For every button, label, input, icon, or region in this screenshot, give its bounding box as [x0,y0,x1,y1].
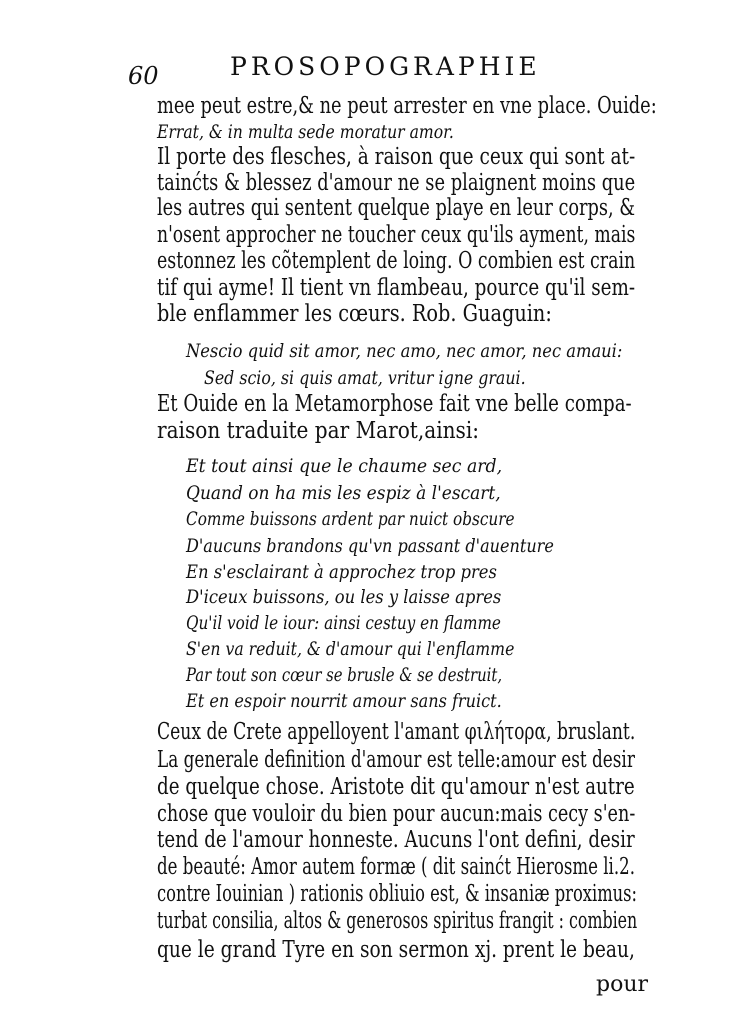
text-line: chose que vouloir du bien pour aucun:mais cecy s'en- [157,801,636,827]
text-line: n'osent approcher ne toucher ceux qu'ils ayment, mais [157,222,636,248]
text-line: tainćts & blessez d'amour ne se plaignent moins que [157,170,636,196]
text-line: ble enflammer les cœurs. Rob. Guaguin: [157,301,552,327]
text-line: Il porte des flesches, à raison que ceux qui sont at- [157,144,636,170]
running-head: PROSOPOGRAPHIE [230,52,541,81]
text-line: Par tout son cœur se brusle & se destruit, [186,664,503,686]
text-line: mee peut estre,& ne peut arrester en vne place. Ouide: [157,93,657,119]
text-line: Quand on ha mis les espiz à l'escart, [186,482,501,504]
text-line: Qu'il void le iour: ainsi cestuy en flamme [186,612,501,634]
text-line: D'aucuns brandons qu'vn passant d'auenture [186,535,554,557]
text-line: La generale definition d'amour est telle:amour est desir [157,747,635,773]
text-line: En s'esclairant à approchez trop pres [186,561,497,583]
text-line: Nescio quid sit amor, nec amo, nec amor, nec amaui: [186,340,623,362]
text-line: les autres qui sentent quelque playe en leur corps, & [157,195,636,221]
page-header [128,52,688,92]
text-line: de quelque chose. Aristote dit qu'amour n'est autre [157,774,635,800]
text-line: Et tout ainsi que le chaume sec ard, [186,455,503,477]
text-line: Sed scio, si quis amat, vritur igne graui. [204,367,526,389]
text-line: S'en va reduit, & d'amour qui l'enflamme [186,638,515,660]
text-line: D'iceux buissons, ou les y laisse apres [186,586,502,608]
text-line: tend de l'amour honneste. Aucuns l'ont defini, desir [157,827,635,853]
text-line: contre Iouinian ) rationis obliuio est, & insaniæ proximus: [157,881,638,907]
text-line: Ceux de Crete appelloyent l'amant φιλήτορα, bruslant. [157,719,636,745]
text-line: Comme buissons ardent par nuict obscure [186,508,515,530]
catchword: pour [596,972,649,997]
text-line: turbat consilia, altos & generosos spiritus frangit : combien [157,908,638,934]
text-line: estonnez les cõtemplent de loing. O combien est crain [157,248,636,274]
text-line: que le grand Tyre en son sermon xj. prent le beau, [157,937,635,963]
text-line: Errat, & in multa sede moratur amor. [157,121,454,143]
text-line: de beauté: Amor autem formæ ( dit sainćt Hierosme li.2. [157,854,635,880]
text-line: Et Ouide en la Metamorphose fait vne belle compa- [157,391,632,417]
text-line: tif qui ayme! Il tient vn flambeau, pource qu'il sem- [157,275,636,301]
page-number: 60 [128,62,159,90]
text-line: raison traduite par Marot,ainsi: [157,418,480,444]
text-line: Et en espoir nourrit amour sans fruict. [186,690,502,712]
